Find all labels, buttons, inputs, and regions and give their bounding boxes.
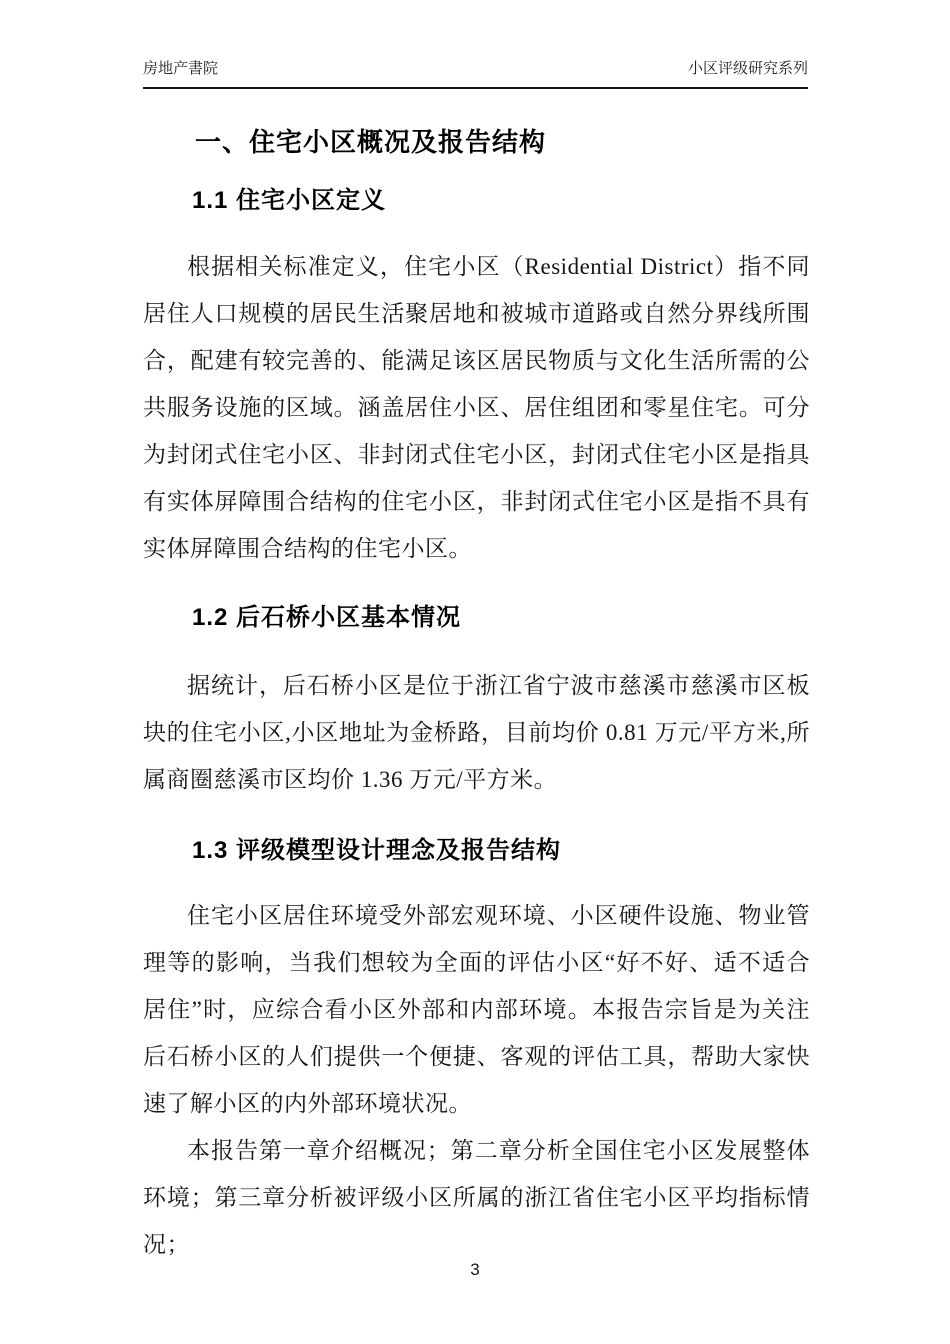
document-body [143,89,810,1268]
page-footer [0,1258,950,1282]
section-1-3 [143,834,810,1268]
chapter-title: 一、住宅小区概况及报告结构 [195,127,547,157]
section-1-1-heading: 1.1 住宅小区定义 [192,187,387,214]
section-1-1-paragraph: 根据相关标准定义，住宅小区（Residential District）指不同居住人口规模的居民生活聚居地和被城市道路或自然分界线所围合，配建有较完善的、能满足该区居民物质与文化生活所需的公共服务设施的区域。涵盖居住小区、居住组团和零星住宅。可分为封闭式住宅小区、非封闭式住宅小区，封闭式住宅小区是指具有实体屏障围合结构的住宅小区，非封闭式住宅小区是指不具有实体屏障围合结构的住宅小区。 [143,254,810,561]
section-1-3-paragraph: 本报告第一章介绍概况；第二章分析全国住宅小区发展整体环境；第三章分析被评级小区所属的浙江省住宅小区平均指标情况； [143,1138,810,1257]
section-1-2 [143,601,810,803]
header-right-text: 小区评级研究系列 [687,60,808,77]
header-left-text: 房地产書院 [143,60,219,77]
section-1-3-paragraph: 住宅小区居住环境受外部宏观环境、小区硬件设施、物业管理等的影响，当我们想较为全面的评估小区“好不好、适不适合居住”时，应综合看小区外部和内部环境。本报告宗旨是为关注后石桥小区的人们提供一个便捷、客观的评估工具，帮助大家快速了解小区的内外部环境状况。 [143,903,810,1116]
section-1-2-paragraph: 据统计，后石桥小区是位于浙江省宁波市慈溪市慈溪市区板块的住宅小区,小区地址为金桥路，目前均价 0.81 万元/平方米,所属商圈慈溪市区均价 1.36 万元/平方米。 [143,673,810,792]
page-header [143,58,808,89]
section-1-3-heading: 1.3 评级模型设计理念及报告结构 [192,837,562,864]
section-1-1 [143,184,810,572]
page-number: 3 [470,1260,480,1279]
section-1-2-heading: 1.2 后石桥小区基本情况 [192,604,462,631]
